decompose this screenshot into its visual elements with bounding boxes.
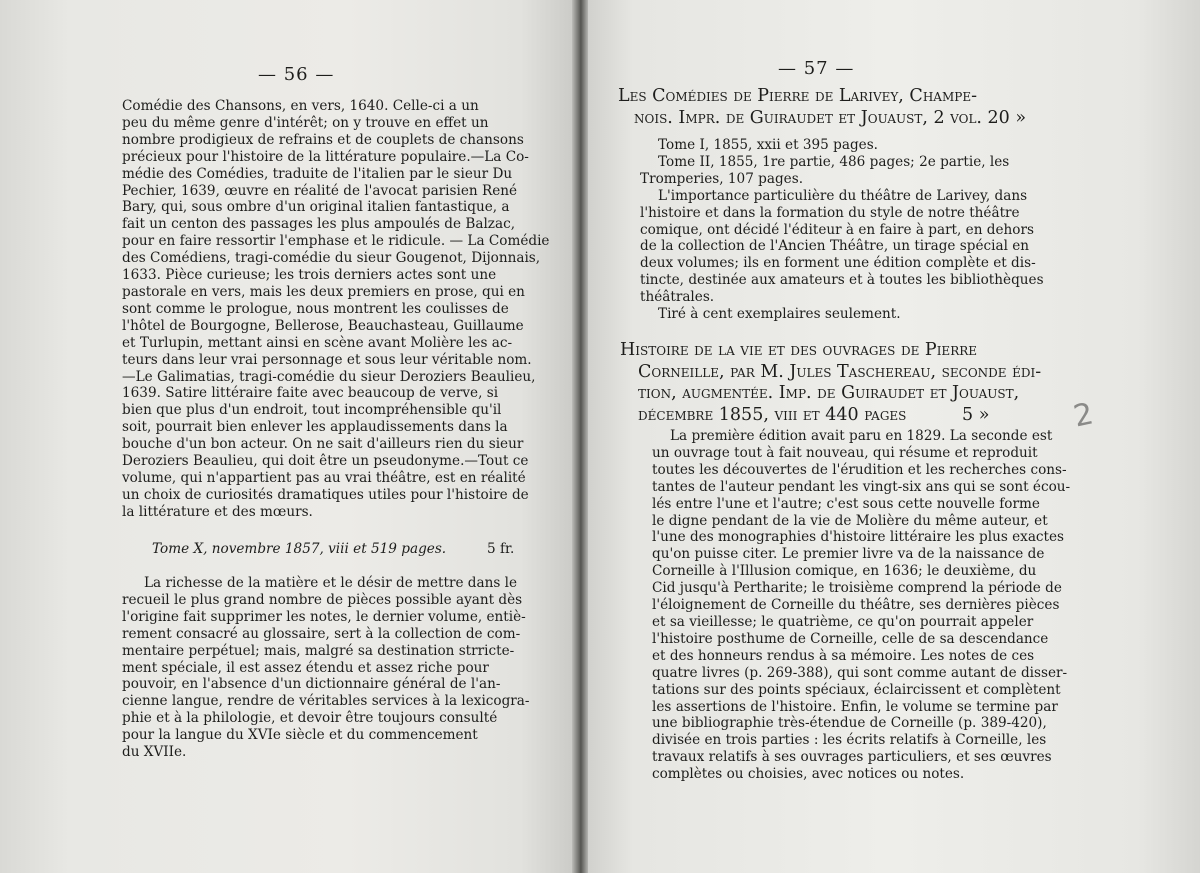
- text-line: rement consacré au glossaire, sert à la collection de com-: [122, 625, 521, 642]
- text-line: lés entre l'une et l'autre; c'est sous cette nouvelle forme: [652, 495, 1040, 512]
- text-line: cienne langue, rendre de véritables services à la lexicogra-: [122, 693, 530, 710]
- entry-larivey-body: [640, 137, 1050, 323]
- text-line: teurs dans leur vrai personnage et sous leur véritable nom.: [122, 351, 532, 368]
- text-line: et Turlupin, mettant ainsi en scène avant Molière les ac-: [122, 334, 513, 351]
- heading-line: Les Comédies de Pierre de Larivey, Champe-: [618, 86, 977, 106]
- text-line: l'histoire posthume de Corneille, celle de sa descendance: [652, 630, 1049, 647]
- left-paragraph-1: [122, 98, 550, 521]
- text-line: La première édition avait paru en 1829. La seconde est: [670, 428, 1053, 444]
- tome-x-price: 5 fr.: [487, 541, 515, 557]
- book-gutter: [572, 0, 588, 873]
- text-line: Tome I, 1855, xxii et 395 pages.: [658, 137, 878, 153]
- text-line: de la collection de l'Ancien Théâtre, un tirage spécial en: [640, 238, 1030, 255]
- text-line: précieux pour l'histoire de la littérature populaire.—La Co-: [122, 148, 529, 165]
- left-page-number: — 56 —: [258, 64, 335, 85]
- text-line: pouvoir, en l'absence d'un dictionnaire général de l'an-: [122, 676, 501, 693]
- text-line: les assertions de l'histoire. Enfin, le volume se termine par: [652, 698, 1058, 715]
- text-line: l'histoire et dans la formation du style de notre théâtre: [640, 204, 1020, 221]
- text-line: la littérature et des mœurs.: [122, 503, 313, 520]
- text-line: Cid jusqu'à Pertharite; le troisième comprend la période de: [652, 580, 1062, 597]
- text-line: Bary, qui, sous ombre d'un original italien fantastique, a: [122, 199, 510, 216]
- text-line: Deroziers Beaulieu, qui doit être un pseudonyme.—Tout ce: [122, 453, 529, 470]
- text-line: —Le Galimatias, tragi-comédie du sieur Deroziers Beaulieu,: [122, 368, 536, 385]
- heading-line: Corneille, par M. Jules Taschereau, seconde édi-: [638, 361, 1042, 382]
- text-line: toutes les découvertes de l'érudition et les recherches cons-: [652, 461, 1067, 478]
- tome-x-line: Tome X, novembre 1857, viii et 519 pages.: [152, 541, 447, 557]
- text-line: nombre prodigieux de refrains et de couplets de chansons: [122, 131, 524, 148]
- right-page-number: — 57 —: [778, 58, 855, 79]
- text-line: l'origine fait supprimer les notes, le dernier volume, entiè-: [122, 608, 526, 625]
- text-line: ment spéciale, il est assez étendu et assez riche pour: [122, 659, 489, 676]
- text-line: du XVIIe.: [122, 744, 187, 761]
- left-paragraph-2: [122, 575, 530, 761]
- text-line: Tome II, 1855, 1re partie, 486 pages; 2e partie, les: [658, 153, 1010, 170]
- text-line: Tiré à cent exemplaires seulement.: [658, 306, 901, 323]
- text-line: mentaire perpétuel; mais, malgré sa destination strricte-: [122, 642, 515, 659]
- text-line: qu'on puisse citer. Le premier livre va de la naissance de: [652, 546, 1045, 563]
- heading-line: décembre 1855, viii et 440 pages 5 »: [638, 404, 990, 425]
- text-line: 1639. Satire littéraire faite avec beaucoup de verve, si: [122, 385, 499, 402]
- text-line: pastorale en vers, mais les deux premiers en prose, qui en: [122, 283, 525, 300]
- text-line: divisée en trois parties : les écrits relatifs à Corneille, les: [652, 732, 1047, 749]
- text-line: peu du même genre d'intérêt; on y trouve en effet un: [122, 114, 489, 131]
- text-line: bien que plus d'un endroit, tout incompréhensible qu'il: [122, 402, 502, 419]
- text-line: Corneille à l'Illusion comique, en 1636; le deuxième, du: [652, 563, 1037, 580]
- text-line: tantes de l'auteur pendant les vingt-six ans qui se sont écou-: [652, 478, 1071, 495]
- text-line: l'une des monographies d'histoire littéraire les plus exactes: [652, 529, 1065, 546]
- text-line: l'hôtel de Bourgogne, Bellerose, Beauchasteau, Guillaume: [122, 317, 524, 334]
- text-line: L'importance particulière du théâtre de Larivey, dans: [658, 187, 1028, 204]
- entry-corneille-heading: [620, 340, 1060, 426]
- text-line: l'éloignement de Corneille du théâtre, ses dernières pièces: [652, 597, 1060, 614]
- heading-line: tion, augmentée. Imp. de Guiraudet et Jouaust,: [638, 383, 1020, 403]
- text-line: un choix de curiosités dramatiques utiles pour l'histoire de: [122, 486, 529, 503]
- text-line: complètes ou choisies, avec notices ou notes.: [652, 766, 965, 783]
- heading-line: nois. Impr. de Guiraudet et Jouaust, 2 vol. 20 »: [634, 107, 1027, 128]
- text-line: et sa vieillesse; le quatrième, ce qu'on pourrait appeler: [652, 613, 1034, 630]
- entry-larivey-heading: [618, 86, 1048, 129]
- text-line: 1633. Pièce curieuse; les trois derniers actes sont une: [122, 267, 497, 284]
- text-line: travaux relatifs à ses ouvrages particuliers, et ses œuvres: [652, 749, 1052, 766]
- text-line: sont comme le prologue, nous montrent les coulisses de: [122, 300, 509, 317]
- text-line: un ouvrage tout à fait nouveau, qui résume et reproduit: [652, 444, 1038, 461]
- text-line: théâtrales.: [640, 289, 715, 306]
- text-line: le digne pendant de la vie de Molière du même auteur, et: [652, 512, 1048, 529]
- text-line: quatre livres (p. 269-388), qui sont comme autant de disser-: [652, 664, 1068, 681]
- text-line: bouche d'un bon acteur. On ne sait d'ailleurs rien du sieur: [122, 436, 524, 453]
- text-line: une bibliographie très-étendue de Corneille (p. 389-420),: [652, 715, 1047, 732]
- text-line: Pechier, 1639, œuvre en réalité de l'avocat parisien René: [122, 182, 518, 199]
- text-line: des Comédiens, tragi-comédie du sieur Gougenot, Dijonnais,: [122, 250, 541, 267]
- text-line: phie et à la philologie, et devoir être toujours consulté: [122, 710, 498, 727]
- text-line: volume, qui n'appartient pas au vrai théâtre, est en réalité: [122, 469, 526, 486]
- text-line: pour la langue du XVIe siècle et du commencement: [122, 727, 478, 744]
- text-line: soit, pourrait bien enlever les applaudissements dans la: [122, 419, 508, 436]
- text-line: Comédie des Chansons, en vers, 1640. Celle-ci a un: [122, 98, 479, 114]
- text-line: pour en faire ressortir l'emphase et le ridicule. — La Comédie: [122, 233, 550, 250]
- text-line: tincte, destinée aux amateurs et à toutes les bibliothèques: [640, 272, 1044, 289]
- heading-line: Histoire de la vie et des ouvrages de Pierre: [620, 340, 978, 360]
- pencil-margin-mark: 2: [1070, 396, 1097, 435]
- text-line: comique, ont décidé l'éditeur à en faire à part, en dehors: [640, 221, 1034, 238]
- entry-corneille-body: [652, 428, 1071, 783]
- text-line: recueil le plus grand nombre de pièces possible ayant dès: [122, 591, 523, 608]
- text-line: tations sur des points spéciaux, éclaircissent et complètent: [652, 681, 1061, 698]
- text-line: La richesse de la matière et le désir de mettre dans le: [144, 575, 518, 591]
- text-line: médie des Comédies, traduite de l'italien par le sieur Du: [122, 165, 513, 182]
- text-line: fait un centon des passages les plus ampoulés de Balzac,: [122, 216, 516, 233]
- text-line: et des honneurs rendus à sa mémoire. Les notes de ces: [652, 647, 1035, 664]
- text-line: deux volumes; ils en forment une édition complète et dis-: [640, 255, 1036, 272]
- text-line: Tromperies, 107 pages.: [640, 170, 804, 187]
